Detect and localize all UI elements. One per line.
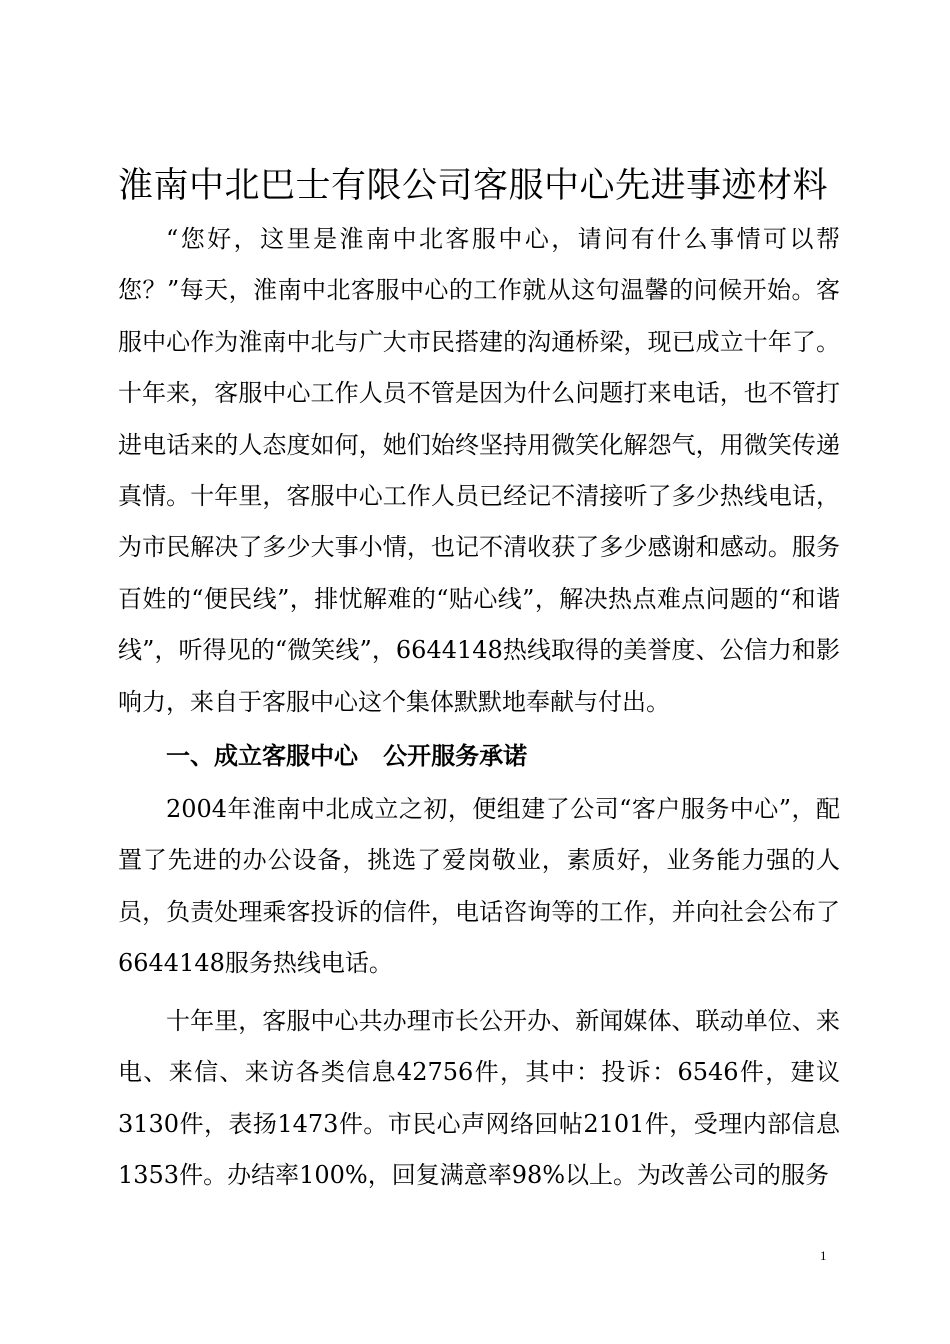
section-heading: 一、成立客服中心 公开服务承诺	[166, 741, 528, 771]
intro-paragraph: “您好，这里是淮南中北客服中心，请问有什么事情可以帮您？”每天，淮南中北客服中心的工作就从这句温馨的问候开始。客服中心作为淮南中北与广大市民搭建的沟通桥梁，现已成立十年了。十年来，客服中心工作人员不管是因为什么问题打来电话，也不管打进电话来的人态度如何，她们始终坚持用微笑化解怨气，用微笑传递真情。十年里，客服中心工作人员已经记不清接听了多少热线电话，为市民解决了多少大事小情，也记不清收获了多少感谢和感动。服务百姓的“便民线”，排忧解难的“贴心线”，解决热点难点问题的“和谐线”，听得见的“微笑线”，6644148热线取得的美誉度、公信力和影响力，来自于客服中心这个集体默默地奉献与付出。	[118, 225, 840, 716]
page-number: 1	[820, 1248, 827, 1263]
section-paragraph: 十年里，客服中心共办理市长公开办、新闻媒体、联动单位、来电、来信、来访各类信息42756件，其中：投诉：6546件，建议3130件，表扬1473件。市民心声网络回帖2101件，受理内部信息1353件。办结率100%，回复满意率98%以上。为改善公司的服务	[118, 1006, 840, 1189]
document-body	[118, 214, 840, 1201]
section-paragraph: 2004年淮南中北成立之初，便组建了公司“客户服务中心”，配置了先进的办公设备，挑选了爱岗敬业，素质好，业务能力强的人员，负责处理乘客投诉的信件，电话咨询等的工作，并向社会公布了6644148服务热线电话。	[118, 795, 840, 978]
document-title: 淮南中北巴士有限公司客服中心先进事迹材料	[118, 166, 829, 206]
